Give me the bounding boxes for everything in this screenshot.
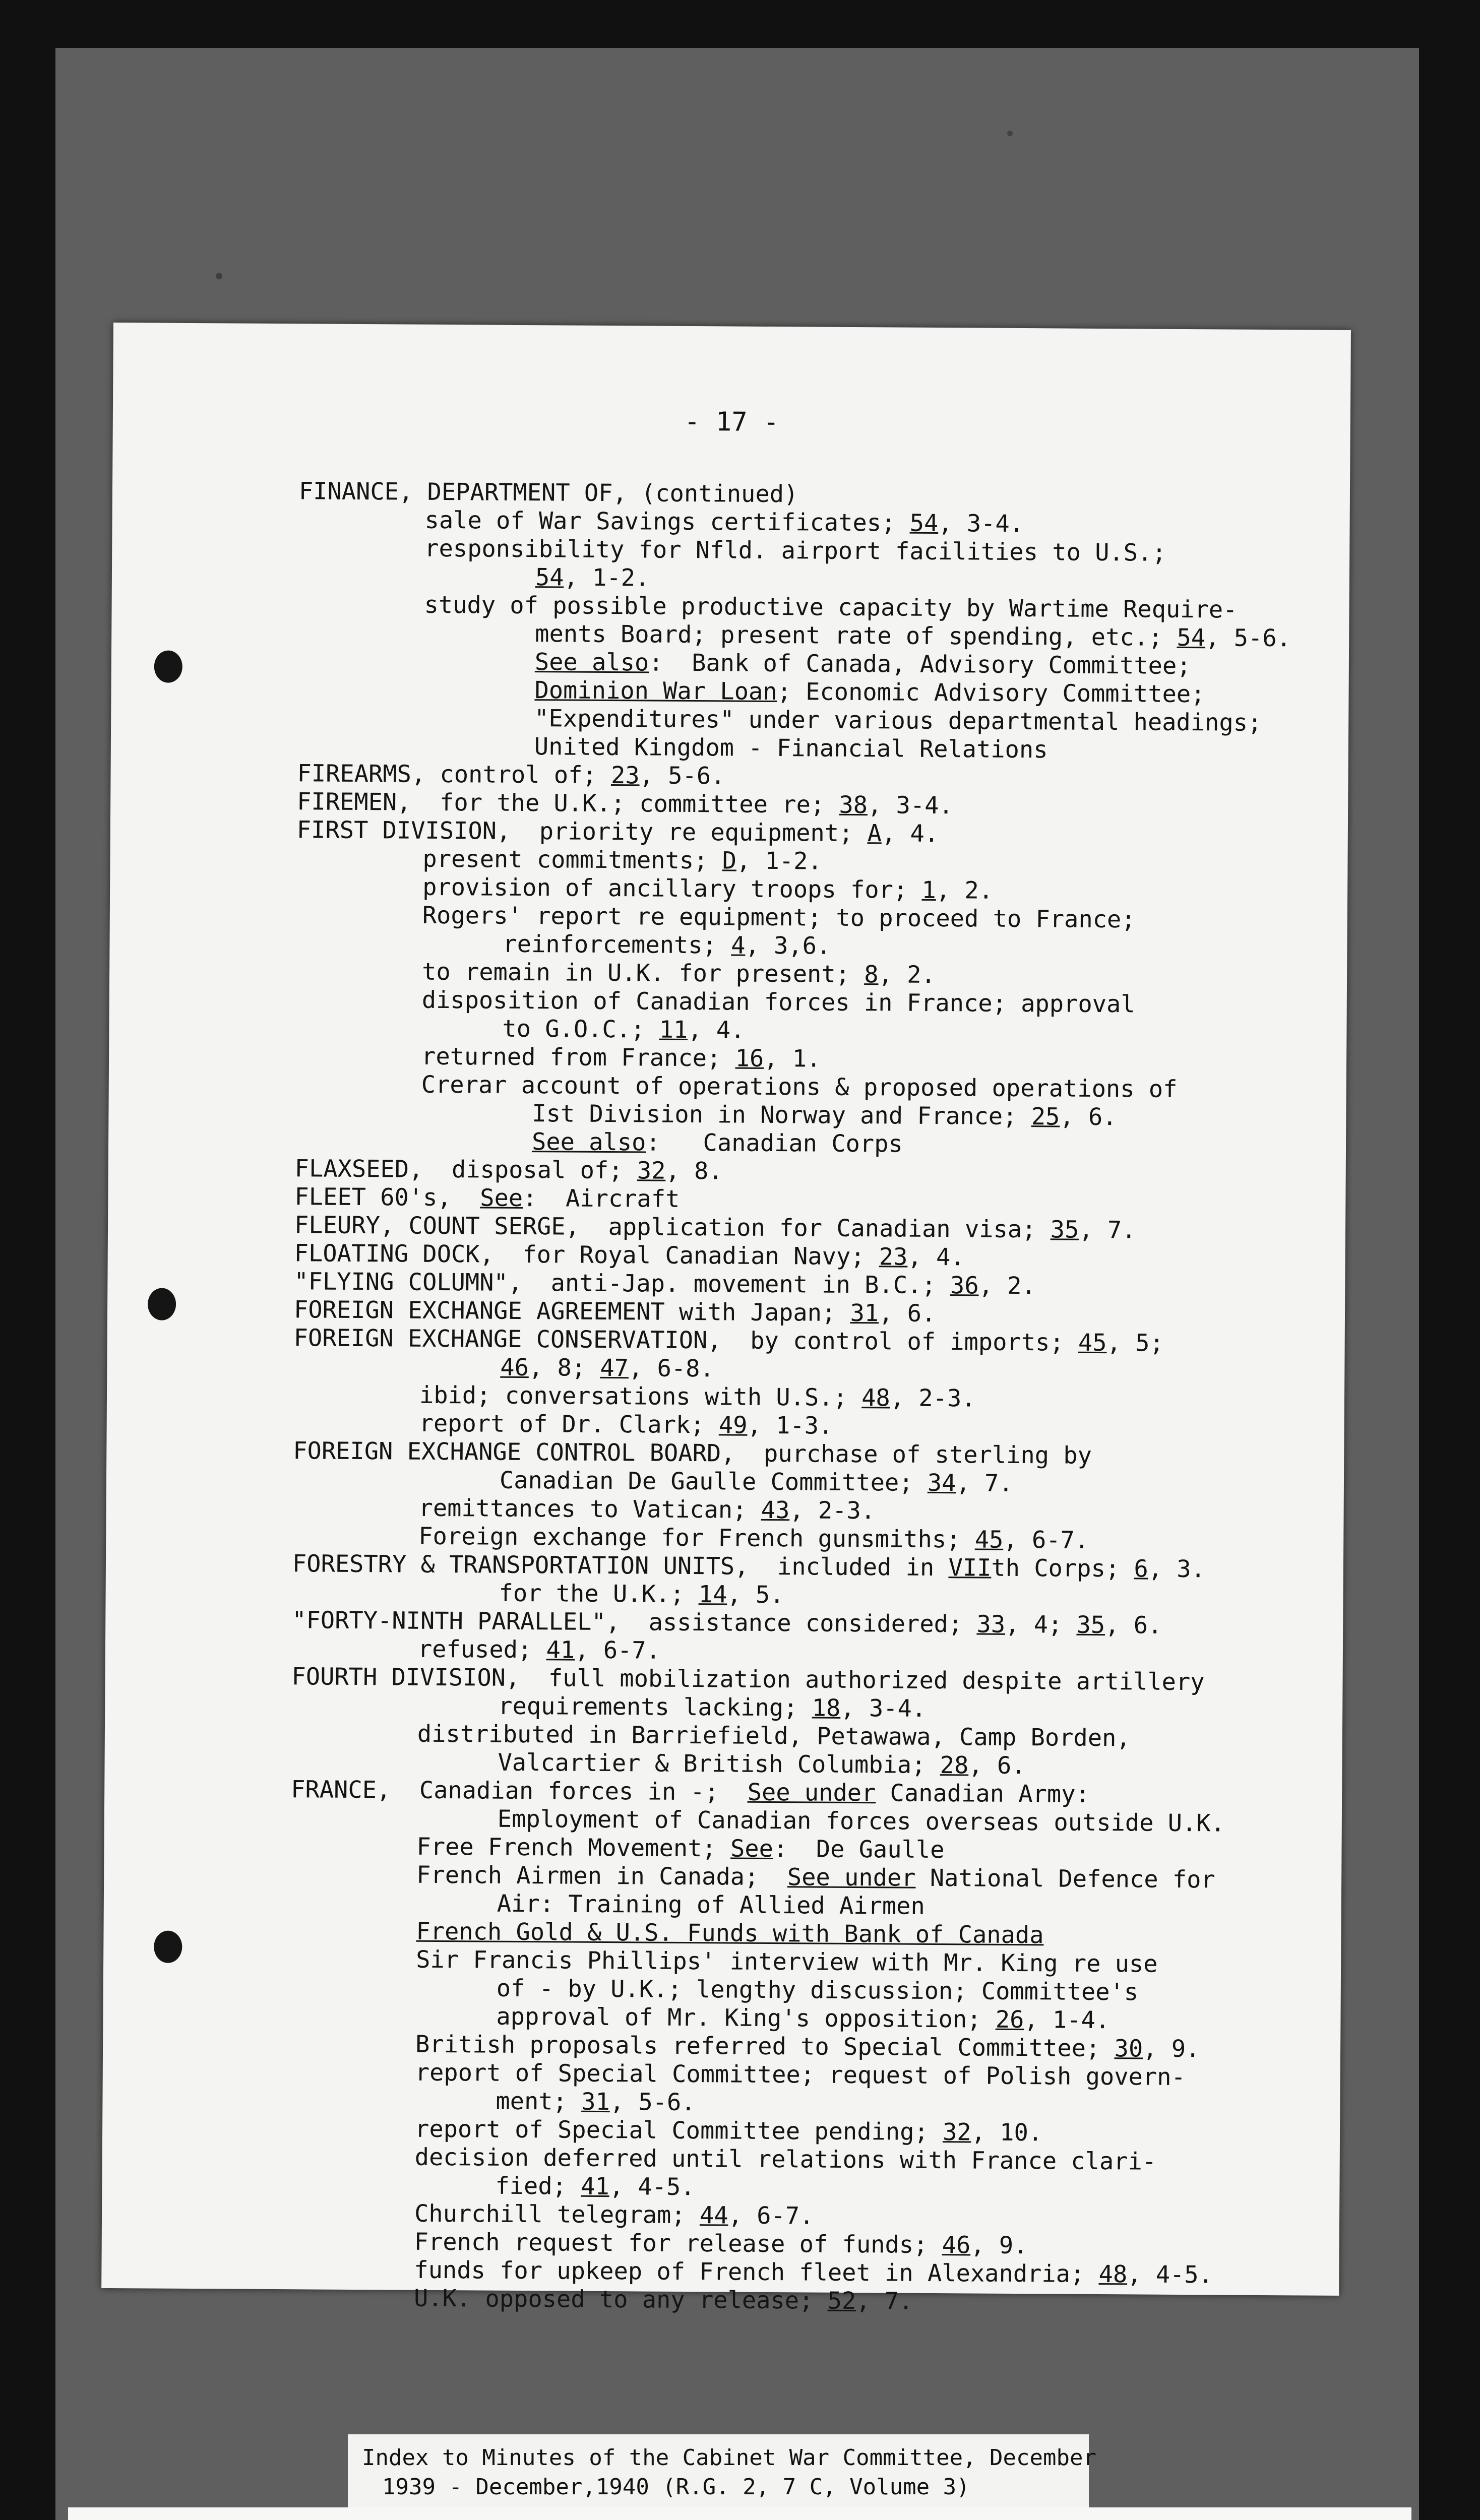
entry-text: , 3,6.: [745, 931, 831, 960]
entry-text: disposition of Canadian forces in France; approval: [421, 986, 1135, 1019]
underlined-reference: See: [480, 1184, 523, 1212]
underlined-reference: 16: [735, 1044, 764, 1073]
entry-text: , 6.: [879, 1299, 936, 1328]
entry-text: Foreign exchange for French gunsmiths;: [418, 1522, 975, 1554]
entry-text: , 1.: [764, 1044, 821, 1073]
entry-text: United Kingdom - Financial Relations: [534, 733, 1048, 764]
entry-text: reinforcements;: [503, 930, 731, 960]
entry-text: : De Gaulle: [773, 1835, 945, 1864]
entry-text: Canadian De Gaulle Committee;: [499, 1466, 928, 1497]
underlined-reference: Dominion War Loan: [534, 676, 777, 706]
underlined-reference: 26: [995, 2005, 1024, 2034]
entry-text: Air: Training of Allied Airmen: [497, 1889, 925, 1920]
underlined-reference: 45: [974, 1526, 1004, 1554]
microfilm-caption: [348, 2434, 1096, 2517]
underlined-reference: 32: [942, 2118, 971, 2147]
entry-text: French request for release of funds;: [414, 2228, 942, 2259]
entry-text: U.K. opposed to any release;: [413, 2284, 828, 2315]
punch-hole: [154, 1931, 182, 1963]
underlined-reference: 43: [761, 1496, 790, 1525]
punch-hole: [154, 651, 182, 683]
entry-text: Canadian Army:: [876, 1779, 1090, 1808]
underlined-reference: See: [730, 1835, 774, 1863]
entry-text: , 2.: [978, 1272, 1036, 1300]
entry-text: , 4.: [907, 1243, 965, 1272]
entry-text: ments Board; present rate of spending, etc.;: [535, 620, 1177, 652]
underlined-reference: 11: [659, 1016, 688, 1044]
entry-text: Crerar account of operations & proposed operations of: [421, 1070, 1178, 1103]
entry-text: , 8;: [528, 1354, 600, 1382]
entry-text: , 3.: [1148, 1555, 1206, 1584]
entry-text: ibid; conversations with U.S.;: [419, 1381, 862, 1412]
entry-text: Churchill telegram;: [414, 2199, 700, 2230]
entry-text: , 6.: [1060, 1103, 1117, 1131]
underlined-reference: 54: [1177, 623, 1206, 652]
entry-text: Employment of Canadian forces overseas outside U.K.: [497, 1805, 1225, 1838]
entry-text: , 2-3.: [789, 1496, 876, 1525]
entry-text: British proposals referred to Special Committee;: [415, 2030, 1115, 2063]
entry-text: , 1-4.: [1024, 2006, 1110, 2035]
entry-text: : Aircraft: [522, 1184, 680, 1213]
entry-text: , 5-6.: [1205, 624, 1291, 653]
entry-text: sale of War Savings certificates;: [424, 506, 910, 537]
entry-text: National Defence for: [915, 1864, 1215, 1894]
underlined-reference: 28: [940, 1751, 969, 1780]
underlined-reference: 54: [535, 563, 564, 592]
underlined-reference: 52: [827, 2287, 856, 2315]
underlined-reference: 30: [1114, 2035, 1143, 2063]
entry-text: , 8.: [665, 1157, 723, 1185]
entry-text: FINANCE, DEPARTMENT OF, (continued): [298, 477, 798, 509]
underlined-reference: 25: [1031, 1103, 1060, 1131]
entry-text: , 5.: [727, 1581, 784, 1609]
entry-text: provision of ancillary troops for;: [422, 873, 922, 904]
entry-text: FOREIGN EXCHANGE CONSERVATION, by control of imports;: [293, 1324, 1079, 1357]
underlined-reference: 18: [812, 1694, 841, 1722]
entry-text: , 3-4.: [938, 510, 1024, 538]
entry-text: th Corps;: [991, 1554, 1134, 1583]
entry-text: "Expenditures" under various departmental headings;: [534, 705, 1262, 737]
entry-text: fied;: [495, 2172, 581, 2200]
document-page: [101, 323, 1351, 2315]
underlined-reference: 46: [942, 2231, 971, 2259]
entry-text: FOURTH DIVISION, full mobilization authorized despite artillery: [291, 1663, 1205, 1696]
underlined-reference: 35: [1076, 1611, 1105, 1640]
entry-text: , 10.: [971, 2118, 1043, 2147]
entry-text: returned from France;: [421, 1042, 735, 1073]
underlined-reference: 34: [927, 1469, 956, 1497]
entry-text: Rogers' report re equipment; to proceed to France;: [422, 901, 1136, 934]
entry-text: , 4;: [1005, 1610, 1077, 1639]
entry-text: French Airmen in Canada;: [416, 1861, 788, 1892]
entry-text: , 7.: [956, 1469, 1013, 1497]
underlined-reference: See also: [531, 1128, 646, 1157]
caption-line-2: 1939 - December,1940 (R.G. 2, 7 C, Volume 3): [382, 2474, 970, 2500]
entry-text: approval of Mr. King's opposition;: [496, 2002, 996, 2034]
underlined-reference: 8: [864, 961, 879, 989]
entry-text: , 1-2.: [564, 563, 650, 592]
entry-text: , 1-2.: [736, 847, 822, 875]
entry-text: , 7.: [856, 2287, 913, 2315]
entry-text: , 6-7.: [575, 1636, 661, 1665]
entry-text: , 9.: [970, 2231, 1028, 2260]
underlined-reference: 36: [950, 1272, 979, 1300]
entry-text: FLEET 60's,: [294, 1183, 480, 1212]
entry-text: FLAXSEED, disposal of;: [294, 1155, 638, 1185]
entry-text: , 9.: [1143, 2035, 1200, 2063]
underlined-reference: 6: [1134, 1555, 1148, 1583]
underlined-reference: 44: [699, 2201, 728, 2230]
entry-text: FRANCE, Canadian forces in -;: [291, 1776, 748, 1806]
underlined-reference: See also: [534, 648, 649, 677]
entry-text: , 4.: [688, 1016, 745, 1044]
entry-text: responsibility for Nfld. airport facilities to U.S.;: [424, 534, 1166, 567]
underlined-reference: 31: [581, 2088, 610, 2116]
entry-text: Ist Division in Norway and France;: [532, 1100, 1031, 1131]
entry-text: Sir Francis Phillips' interview with Mr. King re use: [416, 1945, 1158, 1978]
entry-text: remittances to Vatican;: [418, 1494, 761, 1524]
caption-line-1: Index to Minutes of the Cabinet War Committee, December: [362, 2445, 1096, 2471]
entry-text: , 5-6.: [639, 762, 725, 790]
entry-text: : Canadian Corps: [646, 1128, 903, 1158]
entry-text: , 5;: [1106, 1329, 1164, 1357]
entry-text: to G.O.C.;: [502, 1015, 659, 1044]
entry-text: , 3-4.: [840, 1694, 927, 1723]
underlined-reference: 41: [581, 2172, 609, 2201]
entry-text: FLEURY, COUNT SERGE, application for Canadian visa;: [294, 1211, 1051, 1244]
entry-text: report of Special Committee; request of Polish govern-: [415, 2058, 1186, 2092]
entry-text: ; Economic Advisory Committee;: [777, 678, 1205, 709]
entry-text: , 1-3.: [747, 1411, 833, 1440]
underlined-reference: 48: [861, 1384, 890, 1412]
entry-text: , 6-7.: [728, 2201, 814, 2230]
underlined-reference: 4: [731, 931, 746, 960]
entry-text: present commitments;: [422, 845, 722, 875]
entry-text: funds for upkeep of French fleet in Alexandria;: [414, 2256, 1099, 2289]
underlined-reference: 38: [839, 791, 868, 820]
entry-text: for the U.K.;: [499, 1579, 699, 1609]
entry-text: : Bank of Canada, Advisory Committee;: [649, 649, 1191, 680]
underlined-reference: A: [867, 820, 882, 848]
index-entries: [288, 477, 1330, 2318]
underlined-reference: French Gold & U.S. Funds with Bank of Canada: [416, 1917, 1044, 1949]
underlined-reference: See under: [787, 1863, 916, 1892]
underlined-reference: 33: [976, 1610, 1006, 1639]
entry-text: study of possible productive capacity by Wartime Require-: [424, 591, 1238, 624]
underlined-reference: See under: [747, 1778, 876, 1807]
underlined-reference: 47: [600, 1354, 629, 1382]
underlined-reference: 54: [909, 509, 939, 538]
entry-text: FORESTRY & TRANSPORTATION UNITS, included in: [292, 1550, 949, 1582]
underlined-reference: 14: [698, 1581, 727, 1609]
entry-text: refused;: [417, 1635, 546, 1664]
entry-text: FIRST DIVISION, priority re equipment;: [296, 816, 868, 848]
underlined-reference: 48: [1098, 2260, 1128, 2289]
entry-text: , 6.: [968, 1751, 1026, 1780]
underlined-reference: 1: [921, 876, 936, 904]
entry-text: FOREIGN EXCHANGE CONTROL BOARD, purchase of sterling by: [293, 1437, 1092, 1470]
entry-text: , 6-8.: [628, 1354, 714, 1383]
entry-text: , 4.: [881, 820, 939, 848]
entry-text: to remain in U.K. for present;: [421, 958, 865, 989]
underlined-reference: 23: [879, 1243, 908, 1271]
entry-text: FIREMEN, for the U.K.; committee re;: [297, 788, 839, 819]
entry-text: distributed in Barriefield, Petawawa, Camp Borden,: [417, 1720, 1131, 1752]
entry-text: decision deferred until relations with France clari-: [414, 2143, 1157, 2176]
entry-text: , 2.: [936, 876, 994, 905]
page-number: - 17 -: [684, 406, 779, 438]
entry-text: , 6-7.: [1003, 1526, 1089, 1554]
entry-text: FIREARMS, control of;: [297, 760, 611, 790]
underlined-reference: VII: [948, 1554, 992, 1582]
entry-text: , 3-4.: [867, 791, 953, 820]
underlined-reference: 23: [610, 762, 640, 790]
underlined-reference: 49: [718, 1411, 748, 1439]
entry-text: FOREIGN EXCHANGE AGREEMENT with Japan;: [293, 1296, 850, 1327]
entry-text: FLOATING DOCK, for Royal Canadian Navy;: [294, 1239, 880, 1271]
entry-text: , 7.: [1079, 1216, 1136, 1244]
underlined-reference: 31: [850, 1299, 879, 1328]
underlined-reference: 46: [500, 1353, 529, 1382]
entry-text: of - by U.K.; lengthy discussion; Committee's: [496, 1974, 1139, 2006]
archives-stamp: [68, 2507, 1411, 2520]
entry-text: , 2-3.: [890, 1384, 976, 1413]
entry-text: , 4-5.: [1127, 2260, 1213, 2289]
underlined-reference: 41: [546, 1636, 575, 1664]
entry-text: "FORTY-NINTH PARALLEL", assistance considered;: [292, 1606, 977, 1639]
underlined-reference: 32: [637, 1157, 666, 1185]
punch-hole: [148, 1288, 176, 1320]
underlined-reference: 45: [1078, 1329, 1107, 1357]
entry-text: Free French Movement;: [416, 1833, 731, 1863]
entry-text: requirements lacking;: [498, 1692, 812, 1722]
entry-text: ment;: [496, 2087, 582, 2116]
underlined-reference: D: [722, 847, 737, 875]
entry-text: Valcartier & British Columbia;: [498, 1748, 940, 1780]
entry-text: report of Dr. Clark;: [419, 1409, 719, 1439]
entry-text: report of Special Committee pending;: [414, 2115, 943, 2147]
underlined-reference: 35: [1050, 1216, 1079, 1244]
entry-text: "FLYING COLUMN", anti-Jap. movement in B.C.;: [294, 1268, 951, 1300]
entry-text: , 4-5.: [609, 2173, 695, 2201]
entry-text: , 2.: [878, 961, 936, 989]
entry-text: , 6.: [1104, 1611, 1162, 1640]
entry-text: , 5-6.: [609, 2088, 696, 2117]
